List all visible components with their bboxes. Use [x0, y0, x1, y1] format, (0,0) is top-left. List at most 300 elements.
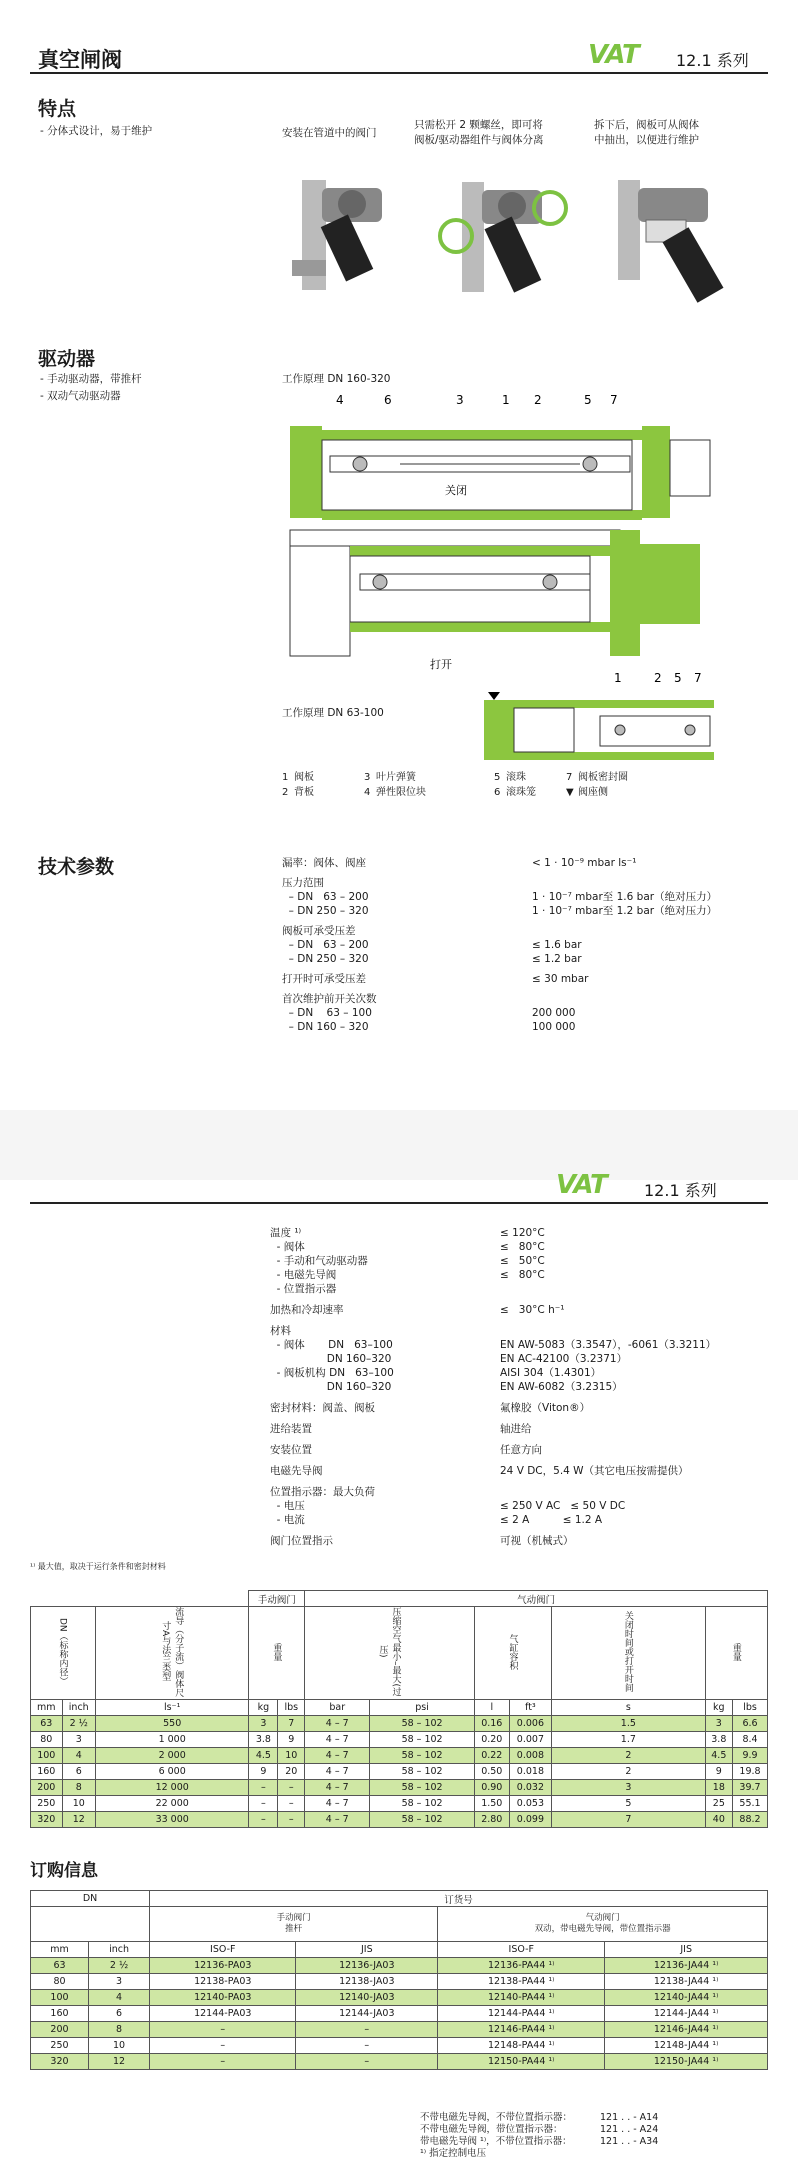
- tech-value: ≤ 30 mbar: [532, 973, 589, 985]
- tech-label: – DN 160 – 320: [282, 1021, 369, 1033]
- table-cell: 0.008: [509, 1748, 551, 1764]
- order-cell: 12140-JA03: [296, 1990, 438, 2006]
- specs-table: [30, 1590, 768, 1828]
- order-cell: 12146-JA44 ¹⁾: [605, 2022, 768, 2038]
- spec-label: - 电压: [270, 1500, 305, 1512]
- order-cell: 12140-JA44 ¹⁾: [605, 1990, 768, 2006]
- order-cell: 320: [31, 2054, 89, 2070]
- order-cell: 160: [31, 2006, 89, 2022]
- unit-cell: bar: [305, 1700, 370, 1716]
- spec-row: [270, 1499, 770, 1513]
- spec-label: - 电磁先导阀: [270, 1269, 337, 1281]
- temperature-footnote: ¹⁾ 最大值，取决于运行条件和密封材料: [30, 1562, 166, 1571]
- tech-row: [282, 904, 762, 918]
- spec-label: 材料: [270, 1325, 291, 1337]
- spec-label: 加热和冷却速率: [270, 1304, 344, 1316]
- unit-cell: ISO-F: [438, 1942, 605, 1958]
- callout-6: 6: [384, 393, 392, 407]
- tech-row: [282, 890, 762, 904]
- order-cell: 12150-JA44 ¹⁾: [605, 2054, 768, 2070]
- spec-row: [270, 1534, 770, 1548]
- table-cell: 100: [31, 1748, 63, 1764]
- order-cell: 6: [88, 2006, 149, 2022]
- page-title: 真空闸阀: [38, 48, 122, 72]
- table-cell: 58 – 102: [370, 1812, 475, 1828]
- series-label: 12.1 系列: [676, 51, 749, 70]
- spec-label: 位置指示器：最大负荷: [270, 1486, 375, 1498]
- table-cell: 6 000: [95, 1764, 249, 1780]
- vat-logo-2: VAT: [556, 1170, 607, 1200]
- order-cell: 3: [88, 1974, 149, 1990]
- order-cell: 80: [31, 1974, 89, 1990]
- order-col-pneumatic: 气动阀门 双动，带电磁先导阀，带位置指示器: [438, 1907, 768, 1942]
- table-cell: 3: [705, 1716, 732, 1732]
- table-cell: 58 – 102: [370, 1780, 475, 1796]
- spec-value: ≤ 120°C: [500, 1227, 545, 1239]
- spec-row: [270, 1366, 770, 1380]
- order-cell: –: [150, 2054, 296, 2070]
- order-note: [420, 2112, 658, 2124]
- valve-photo-3: [598, 160, 758, 310]
- spec-value: 氟橡胶（Viton®）: [500, 1402, 591, 1414]
- order-row: [31, 2022, 768, 2038]
- table-cell: 3: [62, 1732, 95, 1748]
- spec-list-2: [270, 1226, 770, 1548]
- spec-row: [270, 1282, 770, 1296]
- spec-label: - 阀板机构 DN 63–100: [270, 1367, 394, 1379]
- order-cell: 12136-PA03: [150, 1958, 296, 1974]
- table-cell: 4 – 7: [305, 1748, 370, 1764]
- legend-num: ▼: [566, 787, 574, 798]
- tech-value: 1 · 10⁻⁷ mbar至 1.6 bar（绝对压力）: [532, 891, 718, 903]
- order-note-label: 不带电磁先导阀，带位置指示器：: [420, 2124, 563, 2135]
- table-cell: 250: [31, 1796, 63, 1812]
- tech-value: 100 000: [532, 1021, 576, 1033]
- spec-value: EN AW-5083（3.3547），-6061（3.3211）: [500, 1339, 717, 1351]
- table-cell: –: [249, 1796, 278, 1812]
- order-note-label: 带电磁先导阀 ¹⁾，不带位置指示器：: [420, 2136, 572, 2147]
- series-label-2: 12.1 系列: [644, 1181, 717, 1200]
- table-cell: 1 000: [95, 1732, 249, 1748]
- tech-value: 200 000: [532, 1007, 576, 1019]
- legend-num: 1: [282, 772, 289, 783]
- unit-cell: ISO-F: [150, 1942, 296, 1958]
- spec-label: - 手动和气动驱动器: [270, 1255, 368, 1267]
- spec-row: [270, 1443, 770, 1457]
- table-cell: 4.5: [705, 1748, 732, 1764]
- order-cell: 4: [88, 1990, 149, 2006]
- order-cell: 12138-JA03: [296, 1974, 438, 1990]
- table-cell: 0.032: [509, 1780, 551, 1796]
- order-cell: 12144-PA44 ¹⁾: [438, 2006, 605, 2022]
- table-cell: 9: [278, 1732, 305, 1748]
- order-note-code: 121 . . - A24: [600, 2124, 659, 2135]
- order-cell: 12136-PA44 ¹⁾: [438, 1958, 605, 1974]
- tech-label: – DN 63 – 200: [282, 939, 369, 951]
- principle-1-label: 工作原理 DN 160-320: [282, 373, 391, 385]
- table-cell: 10: [278, 1748, 305, 1764]
- tech-value: ≤ 1.6 bar: [532, 939, 582, 951]
- spec-row: [270, 1324, 770, 1338]
- legend-text: 阀座侧: [578, 787, 608, 798]
- order-cell: 12146-PA44 ¹⁾: [438, 2022, 605, 2038]
- order-cell: 12148-JA44 ¹⁾: [605, 2038, 768, 2054]
- spec-row: [270, 1338, 770, 1352]
- callout-3: 3: [456, 393, 464, 407]
- table-cell: 40: [705, 1812, 732, 1828]
- spec-label: - 阀体: [270, 1241, 305, 1253]
- table-cell: 4 – 7: [305, 1780, 370, 1796]
- table-cell: 200: [31, 1780, 63, 1796]
- col-pressure: 压缩空气最小–最大(过压): [377, 1606, 401, 1696]
- order-note-label: 不带电磁先导阀，不带位置指示器：: [420, 2112, 573, 2123]
- order-cell: 12144-JA44 ¹⁾: [605, 2006, 768, 2022]
- spec-label: 阀门位置指示: [270, 1535, 333, 1547]
- table-cell: 12 000: [95, 1780, 249, 1796]
- unit-cell: kg: [705, 1700, 732, 1716]
- order-cell: 12148-PA44 ¹⁾: [438, 2038, 605, 2054]
- table-cell: 1.5: [552, 1716, 706, 1732]
- unit-cell: mm: [31, 1942, 89, 1958]
- features-caption-2: 只需松开 2 颗螺丝，即可将 阀板/驱动器组件与阀体分离: [414, 119, 544, 146]
- table-cell: 80: [31, 1732, 63, 1748]
- spec-value: ≤ 250 V AC ≤ 50 V DC: [500, 1500, 626, 1512]
- table-cell: 8.4: [733, 1732, 768, 1748]
- tech-label: – DN 63 – 100: [282, 1007, 372, 1019]
- spec-value: 可视（机械式）: [500, 1535, 574, 1547]
- order-note-code: 121 . . - A14: [600, 2112, 659, 2123]
- table-cell: 4 – 7: [305, 1764, 370, 1780]
- tech-row: [282, 952, 762, 966]
- col-weight: 重量: [271, 1642, 282, 1661]
- table-cell: –: [249, 1812, 278, 1828]
- spec-label: 密封材料：阀盖、阀板: [270, 1402, 375, 1414]
- table-cell: 4: [62, 1748, 95, 1764]
- spec-value: ≤ 50°C: [500, 1255, 545, 1267]
- col-dn: DN（标称内径）: [57, 1617, 68, 1686]
- spec-value: ≤ 30°C h⁻¹: [500, 1304, 565, 1316]
- table-cell: 3.8: [705, 1732, 732, 1748]
- table-cell: 4 – 7: [305, 1716, 370, 1732]
- callout-2: 2: [534, 393, 542, 407]
- table-cell: –: [278, 1812, 305, 1828]
- spec-label: 安装位置: [270, 1444, 312, 1456]
- unit-cell: psi: [370, 1700, 475, 1716]
- table-cell: 20: [278, 1764, 305, 1780]
- legend-text: 背板: [294, 787, 314, 798]
- spec-value: EN AW-6082（3.2315）: [500, 1381, 623, 1393]
- table-cell: 0.099: [509, 1812, 551, 1828]
- order-note-code: 121 . . - A34: [600, 2136, 659, 2147]
- table-cell: 2 ½: [62, 1716, 95, 1732]
- order-cell: 200: [31, 2022, 89, 2038]
- table-cell: 3.8: [249, 1732, 278, 1748]
- small-callout-5: 5: [674, 671, 682, 685]
- legend-text: 阀板密封圈: [578, 772, 628, 783]
- tech-label: – DN 250 – 320: [282, 953, 369, 965]
- order-cell: –: [296, 2038, 438, 2054]
- valve-photo-1: [282, 160, 422, 310]
- table-cell: 6.6: [733, 1716, 768, 1732]
- spec-value: EN AC-42100（3.2371）: [500, 1353, 628, 1365]
- order-heading: 订购信息: [30, 1861, 98, 1881]
- legend-num: 6: [494, 787, 501, 798]
- order-cell: 100: [31, 1990, 89, 2006]
- tech-label: 压力范围: [282, 877, 324, 889]
- table-cell: 1.7: [552, 1732, 706, 1748]
- unit-cell: mm: [31, 1700, 63, 1716]
- col-weight-2: 重量: [730, 1642, 741, 1661]
- table-cell: 8: [62, 1780, 95, 1796]
- order-cell: 12138-PA44 ¹⁾: [438, 1974, 605, 1990]
- order-cell: 8: [88, 2022, 149, 2038]
- table-row: [31, 1716, 768, 1732]
- actuator-bullet-1: - 手动驱动器，带推杆: [40, 373, 142, 385]
- tech-row: [282, 876, 762, 890]
- tech-row: [282, 992, 762, 1006]
- order-cell: –: [296, 2054, 438, 2070]
- table-cell: 0.90: [474, 1780, 509, 1796]
- table-cell: 4.5: [249, 1748, 278, 1764]
- table-cell: 63: [31, 1716, 63, 1732]
- group-manual: 手动阀门: [249, 1591, 305, 1607]
- order-cell: 10: [88, 2038, 149, 2054]
- spec-row: [270, 1513, 770, 1527]
- table-cell: 19.8: [733, 1764, 768, 1780]
- tech-value: 1 · 10⁻⁷ mbar至 1.2 bar（绝对压力）: [532, 905, 718, 917]
- order-cell: –: [150, 2038, 296, 2054]
- table-row: [31, 1780, 768, 1796]
- col-time: 关闭时间或打开时间: [622, 1611, 633, 1692]
- features-bullet: - 分体式设计，易于维护: [40, 125, 153, 137]
- tech-row: [282, 1006, 762, 1020]
- spec-label: 进给装置: [270, 1423, 312, 1435]
- order-note: [420, 2136, 658, 2148]
- valve-photo-2: [432, 160, 582, 310]
- principle-2-label: 工作原理 DN 63-100: [282, 707, 384, 719]
- table-cell: 1.50: [474, 1796, 509, 1812]
- table-cell: 3: [552, 1780, 706, 1796]
- legend-num: 4: [364, 787, 371, 798]
- legend-text: 滚珠: [506, 772, 526, 783]
- table-cell: 0.20: [474, 1732, 509, 1748]
- tech-row: [282, 1020, 762, 1034]
- table-cell: 18: [705, 1780, 732, 1796]
- spec-row: [270, 1352, 770, 1366]
- spec-row: [270, 1240, 770, 1254]
- table-row: [31, 1732, 768, 1748]
- tech-row: [282, 924, 762, 938]
- vat-logo: VAT: [588, 40, 639, 70]
- legend-row-2: [282, 785, 628, 800]
- order-row: [31, 2038, 768, 2054]
- spec-row: [270, 1485, 770, 1499]
- closed-label: 关闭: [445, 484, 467, 497]
- table-cell: 2 000: [95, 1748, 249, 1764]
- order-cell: 12136-JA44 ¹⁾: [605, 1958, 768, 1974]
- table-cell: 6: [62, 1764, 95, 1780]
- features-caption-1: 安装在管道中的阀门: [282, 127, 377, 139]
- order-row: [31, 2006, 768, 2022]
- tech-value: < 1 · 10⁻⁹ mbar ls⁻¹: [532, 857, 637, 869]
- table-row: [31, 1812, 768, 1828]
- callout-1: 1: [502, 393, 510, 407]
- table-cell: 0.50: [474, 1764, 509, 1780]
- table-cell: 0.16: [474, 1716, 509, 1732]
- table-cell: –: [278, 1780, 305, 1796]
- order-units-row: [31, 1942, 768, 1958]
- actuator-heading: 驱动器: [38, 348, 96, 370]
- spec-row: [270, 1268, 770, 1282]
- tech-label: – DN 250 – 320: [282, 905, 369, 917]
- callout-numbers: [336, 393, 618, 407]
- legend-text: 阀板: [294, 772, 314, 783]
- order-cell: 2 ½: [88, 1958, 149, 1974]
- table-cell: 0.053: [509, 1796, 551, 1812]
- spec-label: - 位置指示器: [270, 1283, 337, 1295]
- table-row: [31, 1764, 768, 1780]
- table-cell: 58 – 102: [370, 1764, 475, 1780]
- table-cell: 88.2: [733, 1812, 768, 1828]
- order-col-manual: 手动阀门 推杆: [150, 1907, 438, 1942]
- spec-value: ≤ 80°C: [500, 1241, 545, 1253]
- unit-cell: ls⁻¹: [95, 1700, 249, 1716]
- unit-cell: kg: [249, 1700, 278, 1716]
- table-cell: 58 – 102: [370, 1716, 475, 1732]
- principle-diagram-small: [480, 670, 740, 770]
- tech-spec-list: [282, 856, 762, 1034]
- order-cell: 250: [31, 2038, 89, 2054]
- legend-num: 3: [364, 772, 371, 783]
- table-cell: 55.1: [733, 1796, 768, 1812]
- spec-value: 24 V DC，5.4 W（其它电压按需提供）: [500, 1465, 689, 1477]
- unit-cell: ft³: [509, 1700, 551, 1716]
- order-cell: 12: [88, 2054, 149, 2070]
- table-row: [31, 1796, 768, 1812]
- table-cell: 7: [552, 1812, 706, 1828]
- units-row: [31, 1700, 768, 1716]
- callout-5: 5: [584, 393, 592, 407]
- order-row: [31, 1974, 768, 1990]
- features-heading: 特点: [38, 98, 77, 120]
- order-cell: 12150-PA44 ¹⁾: [438, 2054, 605, 2070]
- small-callout-2: 2: [654, 671, 662, 685]
- unit-cell: l: [474, 1700, 509, 1716]
- actuator-bullet-2: - 双动气动驱动器: [40, 390, 121, 402]
- table-cell: 4 – 7: [305, 1812, 370, 1828]
- order-cell: –: [150, 2022, 296, 2038]
- open-label: 打开: [430, 658, 452, 671]
- tech-row: [282, 856, 762, 870]
- tech-label: 阀板可承受压差: [282, 925, 356, 937]
- order-row: [31, 2054, 768, 2070]
- order-col-number: 订货号: [150, 1891, 768, 1907]
- spec-label: - 阀体 DN 63–100: [270, 1339, 393, 1351]
- small-callout-1: 1: [614, 671, 622, 685]
- table-cell: 0.007: [509, 1732, 551, 1748]
- table-cell: 33 000: [95, 1812, 249, 1828]
- tech-value: ≤ 1.2 bar: [532, 953, 582, 965]
- table-cell: 39.7: [733, 1780, 768, 1796]
- order-cell: 12136-JA03: [296, 1958, 438, 1974]
- spec-row: [270, 1422, 770, 1436]
- order-row: [31, 1990, 768, 2006]
- callout-7: 7: [610, 393, 618, 407]
- tech-label: 打开时可承受压差: [282, 973, 366, 985]
- tech-label: – DN 63 – 200: [282, 891, 369, 903]
- header-rule: [30, 72, 768, 74]
- spec-label: 电磁先导阀: [270, 1465, 323, 1477]
- table-cell: 0.22: [474, 1748, 509, 1764]
- table-cell: 2.80: [474, 1812, 509, 1828]
- table-cell: 3: [249, 1716, 278, 1732]
- order-cell: 63: [31, 1958, 89, 1974]
- col-flow: 流导（分子流）阀体尺寸A与法兰类型: [160, 1606, 184, 1697]
- spec-value: ≤ 80°C: [500, 1269, 545, 1281]
- spec-label: - 电流: [270, 1514, 305, 1526]
- order-note: [420, 2124, 658, 2136]
- order-cell: 12140-PA44 ¹⁾: [438, 1990, 605, 2006]
- table-cell: 4 – 7: [305, 1796, 370, 1812]
- legend-num: 7: [566, 772, 573, 783]
- spec-row: [270, 1401, 770, 1415]
- spec-label: DN 160–320: [270, 1353, 392, 1365]
- page-gap: [0, 1110, 798, 1180]
- order-row: [31, 1958, 768, 1974]
- table-cell: 22 000: [95, 1796, 249, 1812]
- table-cell: 550: [95, 1716, 249, 1732]
- table-cell: 9: [249, 1764, 278, 1780]
- spec-label: DN 160–320: [270, 1381, 392, 1393]
- table-cell: 2: [552, 1764, 706, 1780]
- unit-cell: inch: [62, 1700, 95, 1716]
- tech-row: [282, 972, 762, 986]
- order-cell: 12144-JA03: [296, 2006, 438, 2022]
- table-cell: –: [249, 1780, 278, 1796]
- table-cell: 160: [31, 1764, 63, 1780]
- principle-diagram-closed: [280, 390, 740, 680]
- table-cell: 0.018: [509, 1764, 551, 1780]
- legend-text: 叶片弹簧: [376, 772, 416, 783]
- spec-row: [270, 1226, 770, 1240]
- tech-label: 首次维护前开关次数: [282, 993, 377, 1005]
- callout-4: 4: [336, 393, 344, 407]
- order-cell: 12140-PA03: [150, 1990, 296, 2006]
- order-table: [30, 1890, 768, 2070]
- spec-row: [270, 1380, 770, 1394]
- spec-value: 任意方向: [500, 1444, 542, 1456]
- legend-text: 弹性限位块: [376, 787, 426, 798]
- spec-row: [270, 1254, 770, 1268]
- table-row: [31, 1748, 768, 1764]
- header-rule-2: [30, 1202, 768, 1204]
- table-cell: 58 – 102: [370, 1796, 475, 1812]
- diagram-legend: [282, 770, 628, 800]
- unit-cell: JIS: [605, 1942, 768, 1958]
- order-note-label: ¹⁾ 指定控制电压: [420, 2148, 487, 2159]
- legend-text: 滚珠笼: [506, 787, 536, 798]
- spec-row: [270, 1303, 770, 1317]
- order-cell: 12144-PA03: [150, 2006, 296, 2022]
- unit-cell: lbs: [278, 1700, 305, 1716]
- table-cell: 5: [552, 1796, 706, 1812]
- table-cell: 9.9: [733, 1748, 768, 1764]
- table-cell: 10: [62, 1796, 95, 1812]
- group-pneumatic: 气动阀门: [305, 1591, 768, 1607]
- legend-num: 2: [282, 787, 289, 798]
- spec-value: ≤ 2 A ≤ 1.2 A: [500, 1514, 603, 1526]
- table-cell: 58 – 102: [370, 1732, 475, 1748]
